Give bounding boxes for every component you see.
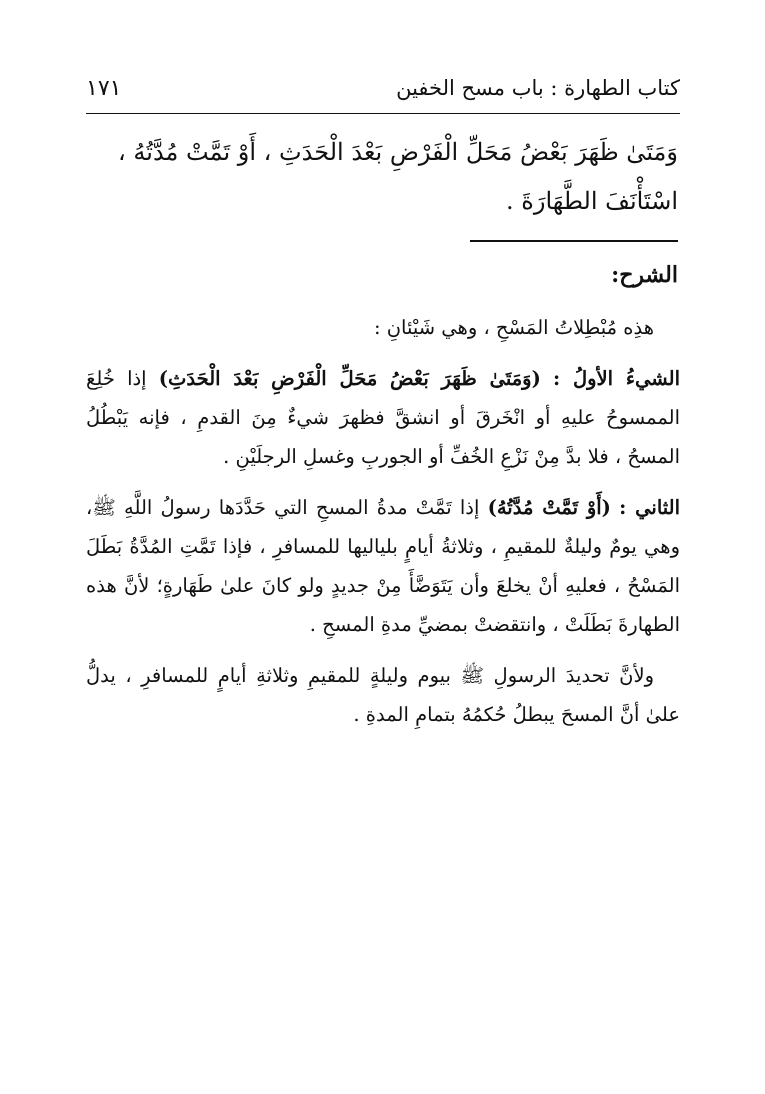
header-rule	[86, 113, 680, 114]
running-header	[86, 72, 680, 112]
first-point-text: إذا خُلِعَ الممسوحُ عليهِ أو انْخَرقَ أو انشقَّ فظهرَ شيءٌ مِنَ القدمِ ، فإنه يَبْطُلُ المسحُ ، فلا بدَّ مِنْ نَزْعِ الخُفِّ أو الجوربِ وغسلِ الرجلَيْنِ .	[86, 367, 680, 468]
commentary-intro: هذِه مُبْطِلاتُ المَسْحِ ، وهي شَيْئانِ :	[373, 316, 654, 339]
chapter-title: كتاب الطهارة : باب مسح الخفين	[396, 76, 680, 100]
second-point-quote: (أَوْ تَمَّتْ مُدَّتُهُ)	[487, 496, 611, 519]
first-point-lead: الشيءُ الأولُ :	[552, 367, 681, 390]
main-text: وَمَتَىٰ ظَهَرَ بَعْضُ مَحَلِّ الْفَرْضِ بَعْدَ الْحَدَثِ ، أَوْ تَمَّتْ مُدَّتُهُ ، اسْتَأْنَفَ الطَّهَارَةَ .	[118, 138, 678, 215]
commentary-heading: الشرح:	[611, 262, 678, 288]
matn-separator	[470, 240, 678, 242]
second-point-lead: الثاني :	[619, 496, 681, 519]
first-point	[86, 359, 680, 476]
closing-paragraph: ولأنَّ تحديدَ الرسولِ ﷺ بيوم وليلةٍ للمقيمِ وثلاثةِ أيامٍ للمسافرِ ، يدلُّ علىٰ أنَّ المسحَ يبطلُ حُكمُهُ بتمامِ المدةِ .	[86, 664, 680, 726]
second-point-text: إذا تَمَّتْ مدةُ المسحِ التي حَدَّدَها رسولُ اللَّهِ ﷺ، وهي يومٌ وليلةٌ للمقيمِ ، وثلاثةُ أيامٍ بلياليها للمسافرِ ، فإذا تَمَّتِ المُدَّةُ بَطَلَ المَسْحُ ، فعليهِ أنْ يخلعَ وأن يَتَوَضَّأَ مِنْ جديدٍ ولو كانَ علىٰ طَهَارةٍ؛ لأنَّ هذه الطهارةَ بَطَلَتْ ، وانتقضتْ بمضيِّ مدةِ المسحِ .	[86, 496, 680, 636]
commentary-body	[86, 308, 680, 746]
second-point	[86, 488, 680, 644]
first-point-quote: (وَمَتَىٰ ظَهَرَ بَعْضُ مَحَلِّ الْفَرْضِ بَعْدَ الْحَدَثِ)	[158, 367, 541, 390]
page-number: ١٧١	[86, 76, 122, 101]
